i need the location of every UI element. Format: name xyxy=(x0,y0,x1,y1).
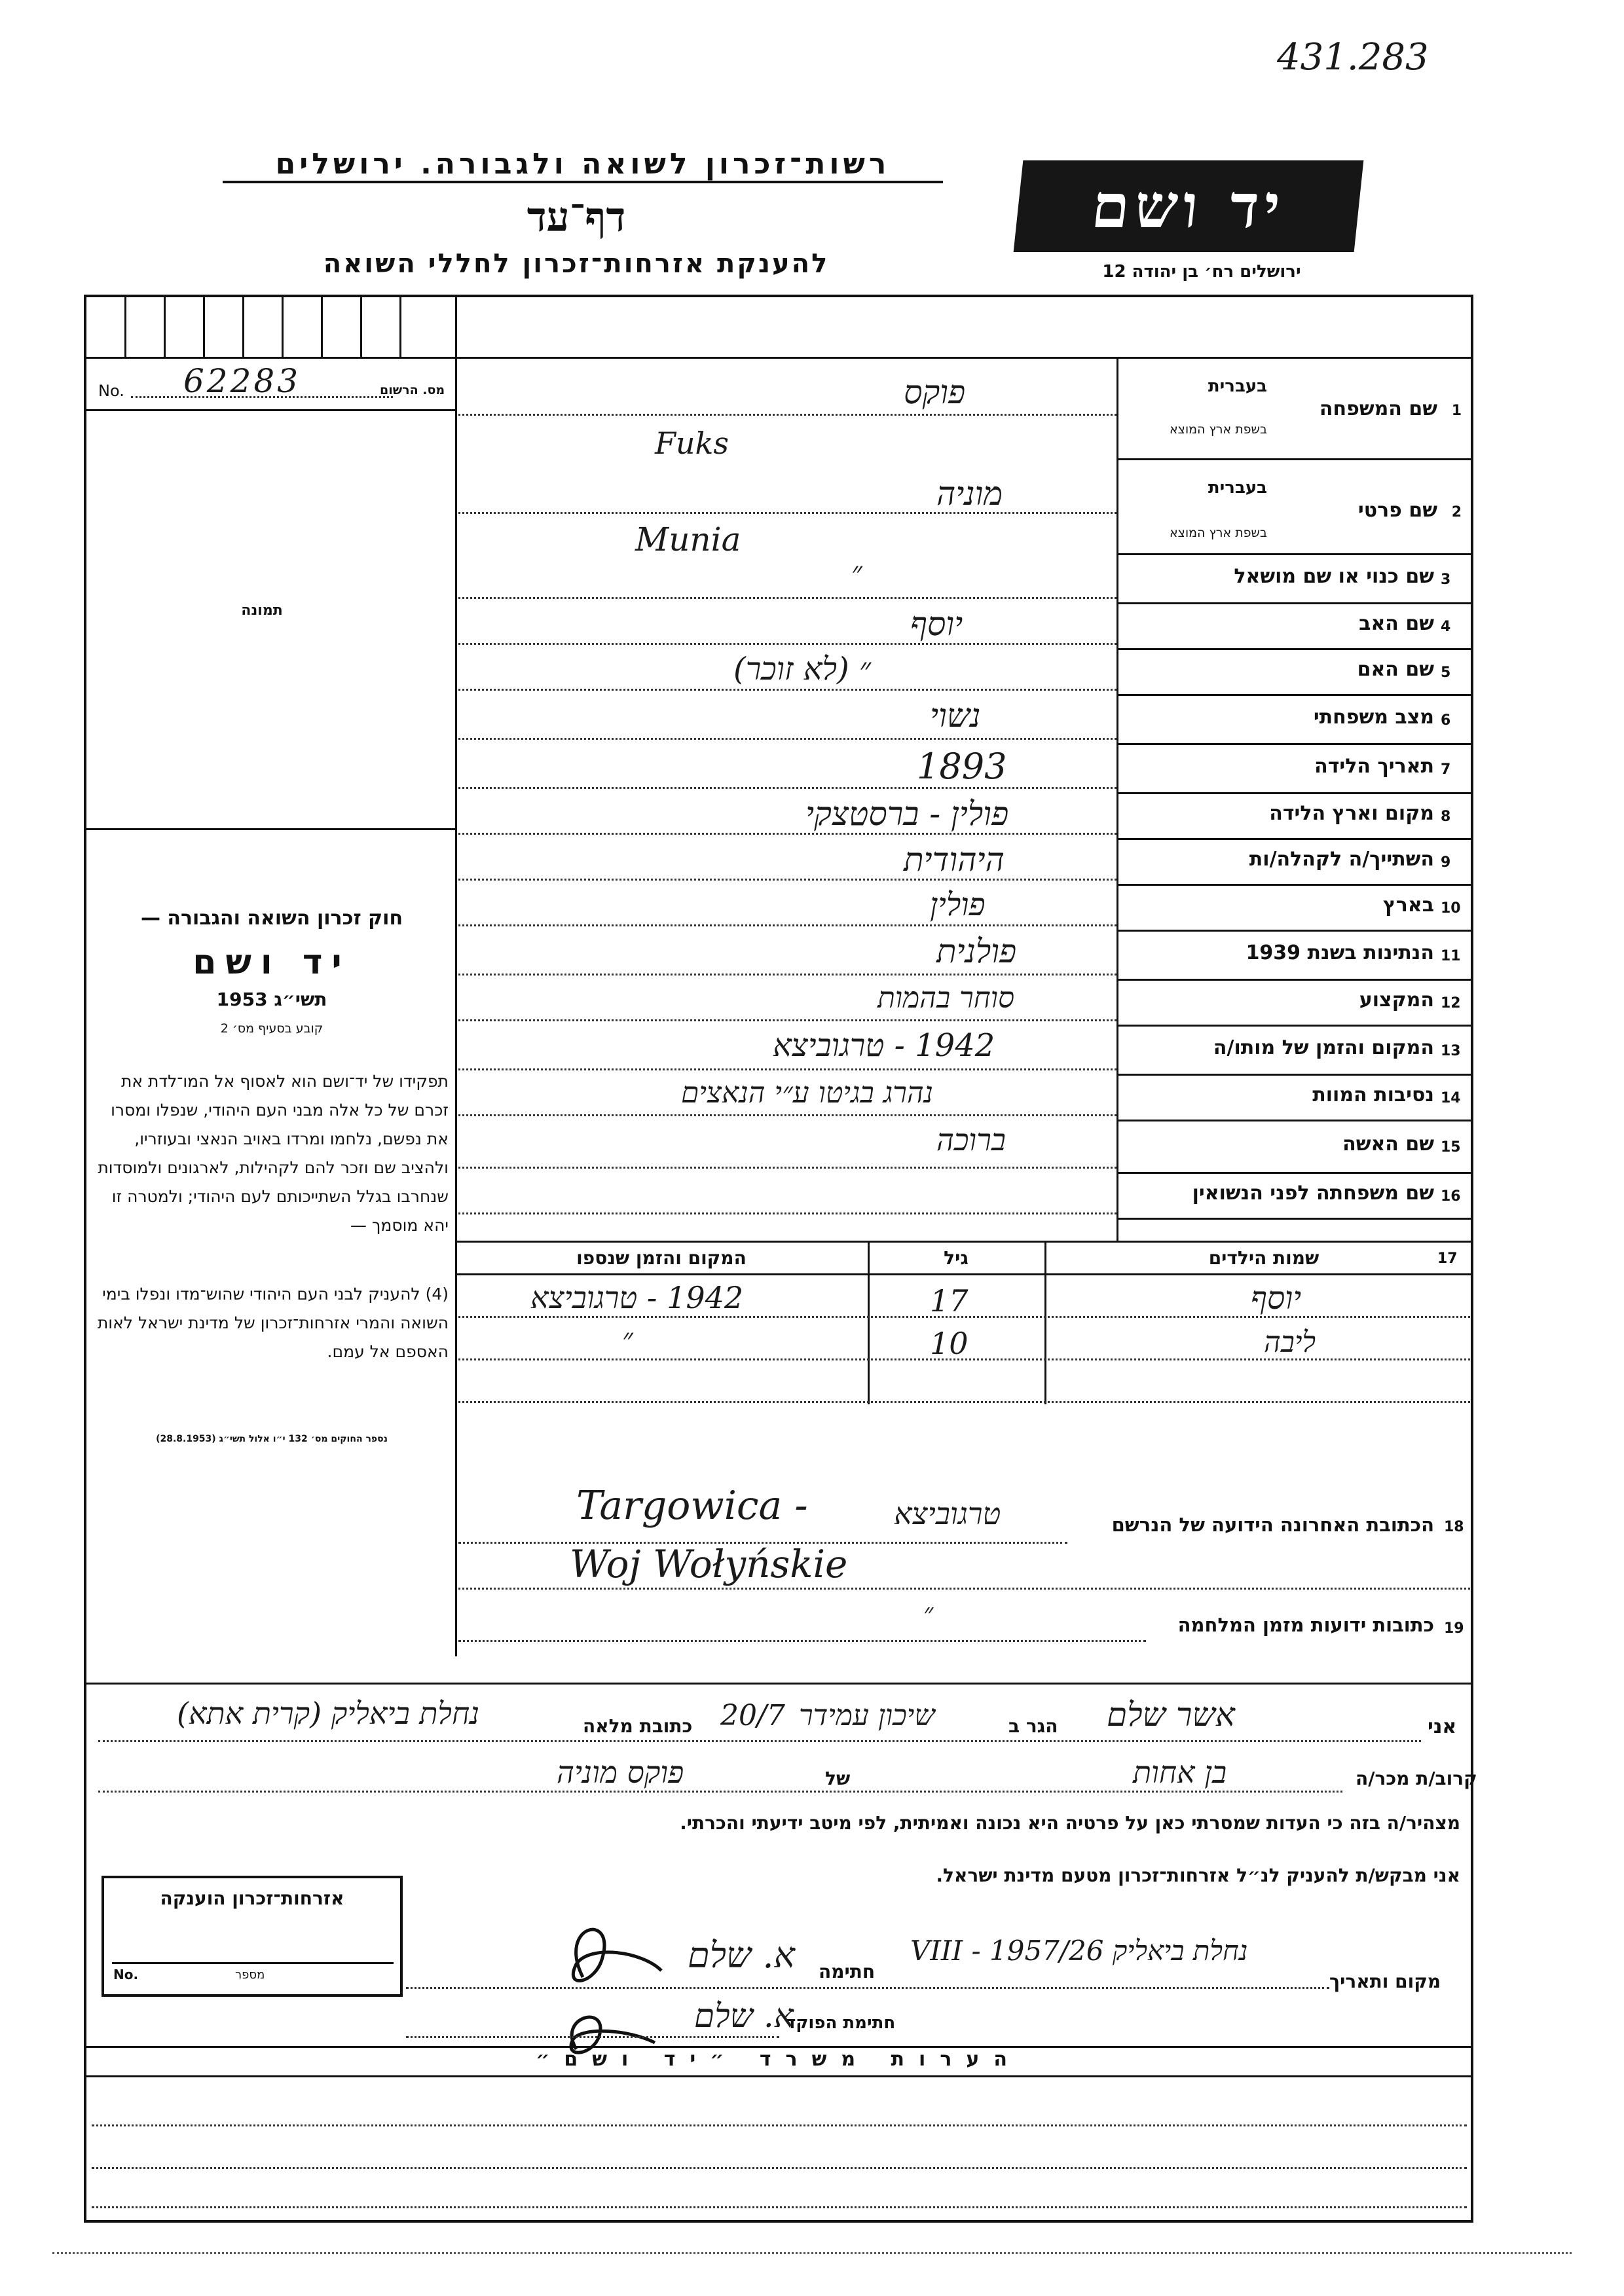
field-8-value: פולין - ברסטצקי xyxy=(805,795,1009,833)
registration-number: 62283 xyxy=(183,362,301,400)
citizenship-box-prefix: No. xyxy=(113,1967,139,1982)
children-label: שמות הילדים xyxy=(1208,1247,1320,1269)
field-4-number: 4 xyxy=(1441,619,1451,635)
field-2-value-hebrew: מוניה xyxy=(936,475,1003,513)
citizenship-box-title: אזרחות־זכרון הוענקה xyxy=(160,1887,344,1909)
wartime-label: כתובות ידועות מזמן המלחמה xyxy=(1177,1614,1434,1636)
declarant-name: אשר שלם xyxy=(1107,1696,1235,1734)
field-11-number: 11 xyxy=(1441,947,1461,964)
address-label: הכתובת האחרונה הידועה של הנרשם xyxy=(1111,1514,1434,1536)
field-5-value: ״ (לא זוכר) xyxy=(733,651,872,687)
children-number: 17 xyxy=(1437,1250,1458,1267)
office-notes-title: הערות משרד ״יד ושם״ xyxy=(536,2048,1022,2071)
field-5-label: שם האם xyxy=(1357,658,1434,681)
signature-scribble xyxy=(544,1899,688,2069)
field-6-value: נשוי xyxy=(930,697,981,735)
children-place-header: המקום והזמן שנספו xyxy=(576,1247,747,1269)
children-age-header: גיל xyxy=(944,1247,969,1269)
field-16-number: 16 xyxy=(1441,1188,1461,1205)
registration-prefix: No. xyxy=(98,382,124,400)
law-paragraph-2: (4) להעניק לבני העם היהודי שהוש־מדו ונפלו בימי השואה והמרי אזרחות־זכרון של מדינת ישראל לאות האספם אל עמם. xyxy=(97,1285,449,1361)
address-value-hebrew: טרגוביצא xyxy=(894,1496,1001,1531)
field-9-label: השתייך/ה לקהלה/ות xyxy=(1249,848,1434,871)
authority-title: רשות־זכרון לשואה ולגבורה. ירושלים xyxy=(223,147,943,183)
field-10-value: פולין xyxy=(930,886,986,923)
declarant-address: נחלת ביאליק (קרית אתא) xyxy=(177,1696,480,1731)
field-7-label: תאריך הלידה xyxy=(1314,754,1434,778)
field-1 xyxy=(1116,357,1473,458)
field-12-label: המקצוע xyxy=(1359,989,1434,1011)
field-3-label: שם כנוי או שם מושאל xyxy=(1234,564,1434,588)
logo-address: ירושלים רח׳ בן יהודה 12 xyxy=(1102,262,1301,282)
law-footnote: נספר החוקים מס׳ 132 י״ו אלול תשי״ג (28.8.1953) xyxy=(156,1434,388,1444)
law-paragraph-1: תפקידו של יד־ושם הוא לאסוף אל המו־לדת את זכרם של כל אלה מבני העם היהודי, שנפלו ומסרו את נפשם, נלחמו ומרדו באויב הנאצי ובעוזריו, ולהציב שם וזכר להם לקהילות, לארגונים ולמוסדות שנחרבו בגלל השתייכותם לעם היהודי; ולמטרה זו יהא מוסמך — xyxy=(98,1072,449,1235)
field-7-value: 1893 xyxy=(917,746,1007,787)
field-2-number: 2 xyxy=(1451,504,1462,520)
form-title: דף־עד xyxy=(526,193,626,241)
field-13-label: המקום והזמן של מותו/ה xyxy=(1213,1036,1434,1059)
declarant-city: שיכון עמידר xyxy=(799,1699,935,1732)
child-1-place: 1942 - טרגוביצא xyxy=(530,1280,744,1315)
field-15-label: שם האשה xyxy=(1342,1133,1434,1156)
field-1-number: 1 xyxy=(1451,403,1462,419)
signature-label: חתימה xyxy=(819,1961,876,1982)
field-9-value: היהודית xyxy=(904,841,1005,879)
field-11-value: פולנית xyxy=(936,932,1017,970)
field-2-sub-origin: בשפת ארץ המוצא xyxy=(1169,526,1267,540)
field-14-value: נהרג בגיטו ע״י הנאצים xyxy=(681,1076,933,1110)
field-4-label: שם האב xyxy=(1359,612,1434,635)
official-signature-label: חתימת הפוקד xyxy=(786,2013,896,2033)
child-1-name: יוסף xyxy=(1251,1280,1302,1317)
field-6-number: 6 xyxy=(1441,712,1451,729)
field-11-label: הנתינות בשנת 1939 xyxy=(1246,941,1434,964)
declaration-ani: אני xyxy=(1428,1715,1457,1738)
declaration-request: אני מבקש/ת להעניק לנ״ל אזרחות־זכרון מטעם מדינת ישראל. xyxy=(936,1865,1460,1886)
field-7-number: 7 xyxy=(1441,761,1451,778)
field-2-sub-hebrew: בעברית xyxy=(1208,478,1267,498)
field-14-label: נסיבות המוות xyxy=(1312,1084,1434,1106)
citizenship-box-number-label: מספר xyxy=(235,1968,265,1982)
form-subtitle: להענקת אזרחות־זכרון לחללי השואה xyxy=(323,249,830,279)
field-12-number: 12 xyxy=(1441,995,1461,1011)
child-2-place: ״ xyxy=(622,1322,633,1356)
relation-label: קרוב/ת מכר/ה xyxy=(1356,1768,1477,1789)
declarant-number: 20/7 xyxy=(720,1699,785,1732)
law-year: תשי״ג 1953 xyxy=(216,989,327,1010)
field-14-number: 14 xyxy=(1441,1090,1461,1106)
field-9-number: 9 xyxy=(1441,854,1451,871)
place-date-label: מקום ותאריך xyxy=(1329,1971,1441,1992)
child-2-age: 10 xyxy=(930,1326,969,1361)
declaration-statement: מצהיר/ה בזה כי העדות שמסרתי כאן על פרטיה היא נכונה ואמיתית, לפי מיטב ידיעתי והכרתי. xyxy=(680,1812,1460,1834)
registration-label: מס. הרשום xyxy=(380,383,445,397)
field-13-value: 1942 - טרגוביצא xyxy=(773,1027,995,1064)
field-10-label: בארץ xyxy=(1382,894,1434,917)
relation-of-value: פוקס מוניה xyxy=(557,1755,684,1790)
field-5-number: 5 xyxy=(1441,665,1451,681)
field-1-value-origin: Fuks xyxy=(655,426,729,461)
address-value-line2: Woj Wołyńskie xyxy=(570,1542,848,1586)
field-1-sub-hebrew: בעברית xyxy=(1208,376,1267,396)
field-15-value: ברוכה xyxy=(936,1122,1006,1157)
registration-row xyxy=(92,363,452,403)
field-2-label: שם פרטי xyxy=(1357,499,1437,522)
field-1-label: שם המשפחה xyxy=(1319,397,1437,420)
signature-value: א. שלם xyxy=(688,1935,795,1976)
citizenship-box xyxy=(101,1876,403,1997)
field-2 xyxy=(1116,458,1473,553)
wartime-number: 19 xyxy=(1444,1620,1464,1637)
field-1-value-hebrew: פוקס xyxy=(904,373,966,411)
field-15-number: 15 xyxy=(1441,1139,1461,1156)
logo-text: יד ושם xyxy=(1088,171,1289,242)
law-clause: קובע בסעיף מס׳ 2 xyxy=(220,1021,323,1036)
field-8-label: מקום וארץ הלידה xyxy=(1269,802,1434,825)
relation-value: בן אחות xyxy=(1133,1755,1227,1790)
law-title: חוק זכרון השואה והגבורה — xyxy=(140,907,403,930)
declaration-resides: הגר ב xyxy=(1008,1715,1058,1737)
field-6-label: מצב משפחתי xyxy=(1313,705,1434,729)
field-13-number: 13 xyxy=(1441,1042,1461,1059)
address-number: 18 xyxy=(1444,1519,1464,1535)
place-date-value: נחלת ביאליק 26/VIII - 1957 xyxy=(910,1935,1248,1967)
field-2-value-origin: Munia xyxy=(635,520,741,558)
field-4-value: יוסף xyxy=(910,605,963,643)
field-16-label: שם משפחתה לפני הנשואין xyxy=(1192,1182,1434,1205)
child-1-age: 17 xyxy=(930,1283,969,1319)
yad-vashem-logo xyxy=(1014,160,1364,252)
field-8-number: 8 xyxy=(1441,809,1451,825)
official-signature-value: א. שלם xyxy=(694,1997,794,2035)
archive-number: 431.283 xyxy=(1277,36,1429,79)
field-3-number: 3 xyxy=(1441,571,1451,588)
field-10-number: 10 xyxy=(1441,900,1461,917)
field-3-value: ״ xyxy=(851,556,862,589)
child-2-name: ליבה xyxy=(1264,1326,1316,1359)
declaration-address-label: כתובת מלאה xyxy=(583,1715,693,1737)
relation-of-label: של xyxy=(825,1768,851,1789)
address-value-line1: Targowica - xyxy=(576,1483,808,1529)
photo-label: תמונה xyxy=(241,602,283,619)
wartime-value: ״ xyxy=(923,1598,934,1628)
field-12-value: סוחר בהמות xyxy=(877,981,1015,1015)
law-name: יד ושם xyxy=(193,943,351,982)
field-1-sub-origin: בשפת ארץ המוצא xyxy=(1169,422,1267,437)
